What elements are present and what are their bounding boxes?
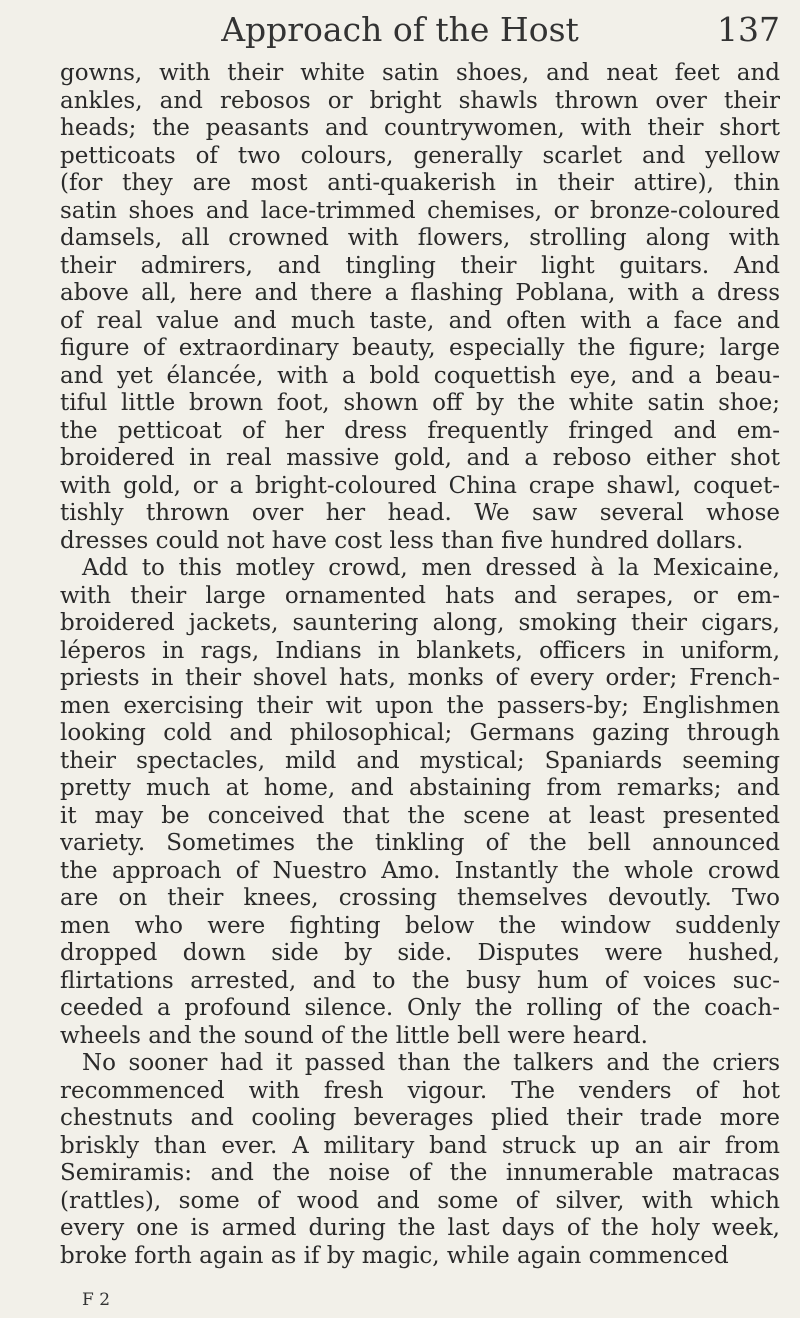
text-line: dresses could not have cost less than five hundred dollars. bbox=[60, 527, 744, 554]
text-line: gowns, with their white satin shoes, and neat feet and bbox=[60, 60, 780, 86]
text-line: Semiramis: and the noise of the innumerable matracas bbox=[60, 1160, 780, 1186]
text-line: of real value and much taste, and often with a face and bbox=[60, 307, 780, 334]
text-line: briskly than ever. A military band struck up an air from bbox=[60, 1132, 780, 1159]
text-line: priests in their shovel hats, monks of every order; French- bbox=[60, 665, 780, 691]
text-line: heads; the peasants and countrywomen, with their short bbox=[60, 115, 780, 141]
text-line: the approach of Nuestro Amo. Instantly the whole crowd bbox=[60, 857, 780, 884]
running-title: Approach of the Host bbox=[221, 10, 579, 49]
text-line: ceeded a profound silence. Only the rolling of the coach- bbox=[60, 995, 780, 1021]
text-line: above all, here and there a flashing Poblana, with a dress bbox=[60, 280, 780, 306]
text-line: broke forth again as if by magic, while again commenced bbox=[60, 1242, 729, 1269]
text-line: every one is armed during the last days of the holy week, bbox=[60, 1215, 780, 1241]
text-line: it may be conceived that the scene at least presented bbox=[60, 802, 780, 829]
text-line: the petticoat of her dress frequently fringed and em- bbox=[60, 417, 780, 444]
text-line: recommenced with fresh vigour. The venders of hot bbox=[60, 1077, 780, 1104]
text-line: flirtations arrested, and to the busy hum of voices suc- bbox=[60, 967, 780, 994]
text-line: broidered jackets, sauntering along, smoking their cigars, bbox=[60, 610, 780, 636]
text-line: their admirers, and tingling their light guitars. And bbox=[60, 252, 780, 279]
text-line: are on their knees, crossing themselves devoutly. Two bbox=[60, 885, 780, 911]
text-line: chestnuts and cooling beverages plied their trade more bbox=[60, 1105, 780, 1131]
signature-mark: F 2 bbox=[82, 1290, 111, 1310]
text-line: pretty much at home, and abstaining from remarks; and bbox=[60, 775, 780, 801]
text-line: tishly thrown over her head. We saw several whose bbox=[60, 500, 780, 526]
text-line: looking cold and philosophical; Germans gazing through bbox=[60, 720, 780, 746]
text-line: variety. Sometimes the tinkling of the bell announced bbox=[60, 830, 780, 856]
body-text bbox=[60, 60, 780, 1270]
text-line: broidered in real massive gold, and a reboso either shot bbox=[60, 445, 780, 471]
text-line: damsels, all crowned with flowers, strolling along with bbox=[60, 225, 780, 251]
text-line: dropped down side by side. Disputes were hushed, bbox=[60, 940, 780, 966]
text-line: ankles, and rebosos or bright shawls thrown over their bbox=[60, 87, 780, 114]
text-line: Add to this motley crowd, men dressed à la Mexicaine, bbox=[82, 555, 780, 581]
page-number: 137 bbox=[717, 10, 780, 49]
text-line: with their large ornamented hats and serapes, or em- bbox=[60, 582, 780, 609]
text-line: satin shoes and lace-trimmed chemises, or bronze-coloured bbox=[60, 197, 780, 224]
text-line: men exercising their wit upon the passers-by; Englishmen bbox=[60, 692, 780, 719]
page-header bbox=[60, 4, 780, 64]
text-line: petticoats of two colours, generally scarlet and yellow bbox=[60, 142, 780, 169]
text-line: tiful little brown foot, shown off by the white satin shoe; bbox=[60, 390, 780, 416]
text-line: with gold, or a bright-coloured China crape shawl, coquet- bbox=[60, 472, 780, 499]
text-line: men who were fighting below the window suddenly bbox=[60, 912, 780, 939]
text-line: figure of extraordinary beauty, especially the figure; large bbox=[60, 335, 780, 361]
text-line: No sooner had it passed than the talkers and the criers bbox=[82, 1050, 780, 1076]
text-line: their spectacles, mild and mystical; Spaniards seeming bbox=[60, 747, 780, 774]
text-line: (for they are most anti-quakerish in their attire), thin bbox=[60, 170, 780, 196]
text-line: (rattles), some of wood and some of silver, with which bbox=[60, 1187, 780, 1214]
text-line: léperos in rags, Indians in blankets, officers in uniform, bbox=[60, 637, 780, 664]
text-line: wheels and the sound of the little bell were heard. bbox=[60, 1022, 648, 1049]
text-line: and yet élancée, with a bold coquettish eye, and a beau- bbox=[60, 362, 780, 389]
